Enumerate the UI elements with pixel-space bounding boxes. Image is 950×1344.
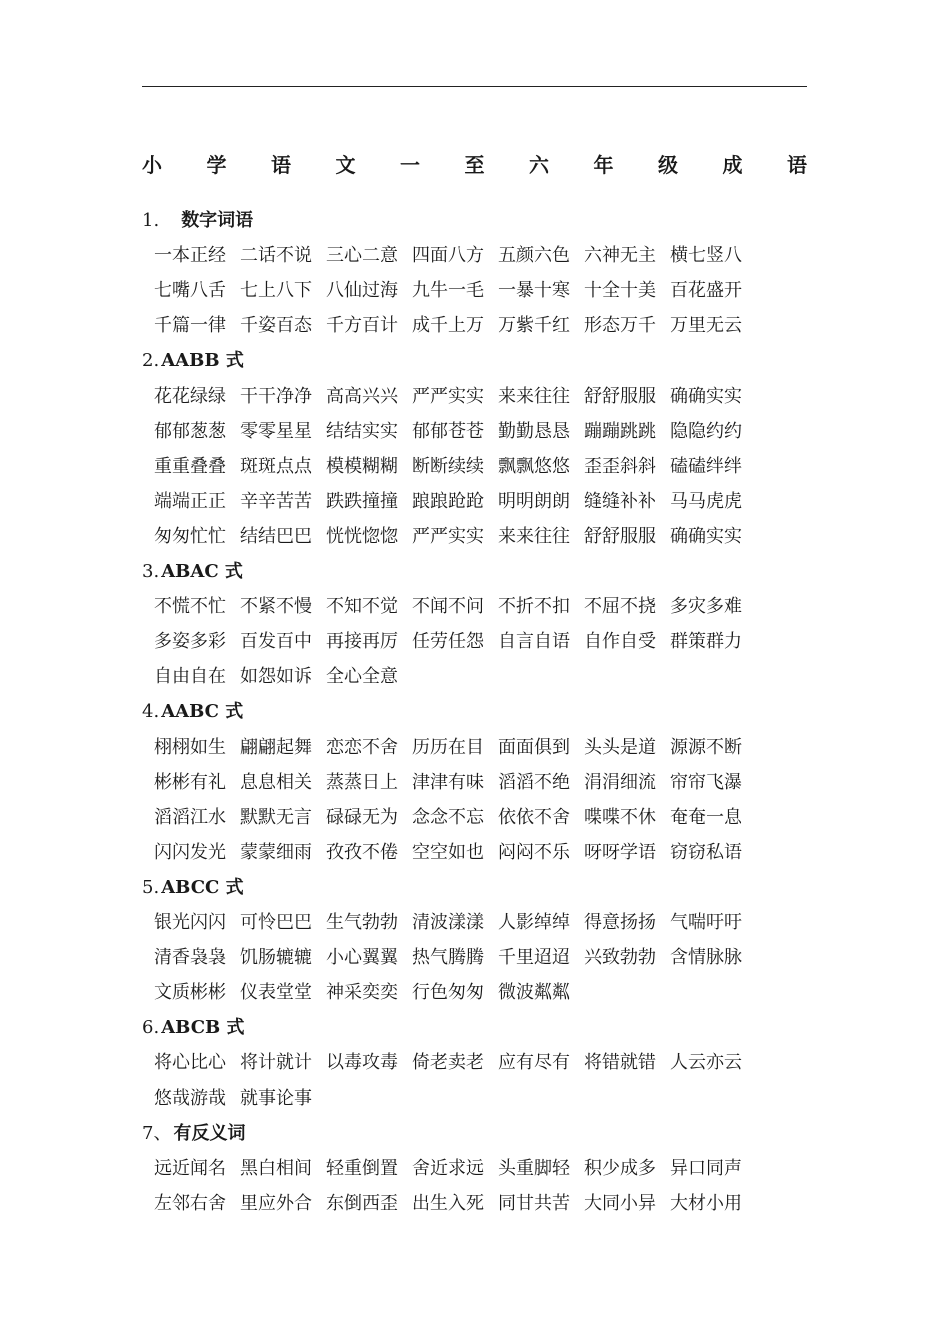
idiom: 津津有味 [412,771,484,793]
idiom: 头重脚轻 [498,1157,570,1179]
header-rule [142,86,807,87]
idiom: 模模糊糊 [326,455,398,477]
idiom: 神采奕奕 [326,982,398,1004]
idiom: 结结巴巴 [240,525,312,547]
idiom: 郁郁苍苍 [412,420,484,442]
idiom: 郁郁葱葱 [154,420,226,442]
title-char: 成 [722,152,743,177]
idiom-row [154,805,794,831]
idiom-row [154,840,794,866]
section-label: 有反义词 [173,1122,246,1144]
section-heading [142,348,244,374]
idiom: 严严实实 [412,525,484,547]
idiom: 自作自受 [584,631,656,653]
idiom: 十全十美 [584,280,656,302]
title-char: 学 [206,152,227,177]
idiom: 将心比心 [154,1052,226,1074]
idiom: 勤勤恳恳 [498,420,570,442]
section-number: 5. [142,876,160,898]
idiom: 黑白相间 [240,1157,312,1179]
idiom: 以毒攻毒 [326,1052,398,1074]
idiom: 百发百中 [240,631,312,653]
idiom: 大材小用 [670,1192,742,1214]
idiom: 轻重倒置 [326,1157,398,1179]
idiom: 四面八方 [412,245,484,267]
idiom: 将计就计 [240,1052,312,1074]
idiom: 生气勃勃 [326,912,398,933]
section-number: 7、 [142,1122,172,1144]
idiom: 端端正正 [154,490,226,512]
idiom: 不紧不慢 [240,596,312,618]
idiom: 五颜六色 [498,245,570,267]
title-char: 年 [593,152,614,177]
idiom: 舒舒服服 [584,525,656,547]
idiom: 悠哉游哉 [154,1087,226,1109]
idiom: 蒙蒙细雨 [240,841,312,863]
idiom: 大同小异 [584,1192,656,1214]
idiom-row [154,454,794,480]
idiom: 三心二意 [326,245,398,267]
idiom: 同甘共苦 [498,1192,570,1214]
idiom-row [154,243,794,269]
idiom-row [154,910,794,936]
idiom: 九牛一毛 [412,280,484,302]
idiom: 银光闪闪 [154,912,226,933]
idiom: 人影绰绰 [498,912,570,933]
idiom-row [154,594,794,620]
page-title [142,146,807,180]
idiom: 不知不觉 [326,596,398,618]
idiom: 横七竖八 [670,245,742,267]
idiom-row [154,419,794,445]
idiom: 气喘吁吁 [670,912,742,933]
idiom: 可怜巴巴 [240,912,312,933]
idiom: 就事论事 [240,1087,312,1109]
idiom: 文质彬彬 [154,982,226,1004]
idiom: 成千上万 [412,315,484,337]
idiom: 不慌不忙 [154,596,226,618]
idiom: 依依不舍 [498,806,570,828]
section-heading [142,1121,245,1147]
idiom: 百花盛开 [670,280,742,302]
section-label: ABCB 式 [161,1017,245,1039]
idiom: 二话不说 [240,245,312,267]
idiom: 碌碌无为 [326,806,398,828]
idiom: 闷闷不乐 [498,841,570,863]
idiom: 源源不断 [670,736,742,758]
idiom-row [154,629,794,655]
title-char: 语 [271,152,291,177]
section-label: ABCC 式 [161,876,244,898]
section-label: AABB 式 [161,350,244,372]
idiom-row [154,1086,794,1112]
idiom-row [154,489,794,515]
idiom: 东倒西歪 [326,1192,398,1214]
title-char: 一 [400,152,420,177]
title-char: 小 [142,152,162,177]
idiom: 行色匆匆 [412,982,484,1004]
idiom: 空空如也 [412,841,484,863]
idiom: 微波粼粼 [498,982,570,1004]
idiom: 自言自语 [498,631,570,653]
idiom: 小心翼翼 [326,947,398,969]
idiom-row [154,770,794,796]
title-char: 级 [658,152,678,177]
idiom: 清香袅袅 [154,947,226,969]
section-label: 数字词语 [181,210,254,231]
idiom: 七上八下 [240,280,312,302]
idiom: 一本正经 [154,245,226,267]
section-number: 3. [142,561,160,582]
idiom-row [154,313,794,339]
idiom: 干干净净 [240,385,312,407]
idiom: 息息相关 [240,771,312,793]
idiom: 千里迢迢 [498,947,570,969]
idiom: 多灾多难 [670,596,742,618]
idiom: 千方百计 [326,315,398,337]
idiom: 滔滔江水 [154,806,226,828]
idiom: 积少成多 [584,1157,656,1179]
idiom: 结结实实 [326,420,398,442]
idiom: 饥肠辘辘 [240,947,312,969]
idiom: 舒舒服服 [584,385,656,407]
section-label: AABC 式 [161,701,244,723]
idiom: 一暴十寒 [498,280,570,302]
idiom: 出生入死 [412,1192,484,1214]
idiom: 来来往往 [498,525,570,547]
idiom: 恋恋不舍 [326,736,398,758]
idiom: 斑斑点点 [240,455,312,477]
idiom-row [154,735,794,761]
idiom: 得意扬扬 [584,912,656,933]
idiom: 严严实实 [412,385,484,407]
idiom: 花花绿绿 [154,385,226,407]
idiom: 多姿多彩 [154,631,226,653]
idiom-row [154,1191,794,1217]
idiom-row [154,980,794,1006]
idiom: 舍近求远 [412,1157,484,1179]
idiom: 不屈不挠 [584,596,656,618]
section-heading [142,559,243,585]
section-number: 6. [142,1017,160,1039]
idiom: 歪歪斜斜 [584,455,656,477]
idiom: 万紫千红 [498,315,570,337]
idiom: 将错就错 [584,1052,656,1074]
idiom: 六神无主 [584,245,656,267]
idiom: 倚老卖老 [412,1052,484,1074]
idiom: 仪表堂堂 [240,982,312,1004]
idiom: 跌跌撞撞 [326,490,398,512]
idiom: 辛辛苦苦 [240,490,312,512]
idiom-row [154,278,794,304]
idiom: 兴致勃勃 [584,947,656,969]
idiom-row [154,524,794,550]
idiom: 自由自在 [154,666,226,688]
idiom: 蹦蹦跳跳 [584,420,656,442]
idiom: 人云亦云 [670,1052,742,1074]
idiom: 万里无云 [670,315,742,337]
idiom: 呀呀学语 [584,841,656,863]
section-number: 4. [142,701,160,723]
title-char: 六 [529,152,549,177]
idiom: 左邻右舍 [154,1192,226,1214]
idiom: 断断续续 [412,455,484,477]
idiom: 默默无言 [240,806,312,828]
idiom: 应有尽有 [498,1052,570,1074]
section-heading [142,699,243,725]
idiom: 热气腾腾 [412,947,484,969]
idiom: 全心全意 [326,666,398,688]
idiom: 任劳任怨 [412,631,484,653]
title-char: 至 [464,152,485,177]
idiom: 明明朗朗 [498,490,570,512]
idiom: 滔滔不绝 [498,771,570,793]
idiom: 飘飘悠悠 [498,455,570,477]
idiom: 匆匆忙忙 [154,525,226,547]
idiom: 不闻不问 [412,596,484,618]
idiom-row [154,384,794,410]
section-label: ABAC 式 [161,561,243,582]
idiom: 重重叠叠 [154,455,226,477]
idiom: 面面俱到 [498,736,570,758]
idiom: 缝缝补补 [584,490,656,512]
section-heading [142,208,253,234]
idiom: 确确实实 [670,525,742,547]
section-number: 2. [142,350,160,372]
idiom: 确确实实 [670,385,742,407]
idiom-row [154,945,794,971]
idiom: 涓涓细流 [584,771,656,793]
idiom: 闪闪发光 [154,841,226,863]
idiom: 来来往往 [498,385,570,407]
title-char: 语 [787,152,807,177]
section-heading [142,875,244,901]
idiom: 不折不扣 [498,596,570,618]
idiom: 奄奄一息 [670,806,742,828]
idiom: 高高兴兴 [326,385,398,407]
idiom: 翩翩起舞 [240,736,312,758]
idiom: 含情脉脉 [670,947,742,969]
idiom: 马马虎虎 [670,490,742,512]
idiom: 异口同声 [670,1157,742,1179]
idiom-row [154,664,794,690]
idiom: 蒸蒸日上 [326,771,398,793]
idiom: 远近闻名 [154,1157,226,1179]
idiom: 喋喋不休 [584,806,656,828]
idiom: 踉踉跄跄 [412,490,484,512]
section-number: 1. [142,210,160,231]
idiom-row [154,1156,794,1182]
idiom: 彬彬有礼 [154,771,226,793]
title-char: 文 [335,152,356,177]
idiom: 再接再厉 [326,631,398,653]
idiom: 群策群力 [670,631,742,653]
idiom: 隐隐约约 [670,420,742,442]
idiom: 帘帘飞瀑 [670,771,742,793]
idiom: 千篇一律 [154,315,226,337]
idiom: 恍恍惚惚 [326,525,398,547]
idiom: 历历在目 [412,736,484,758]
idiom: 如怨如诉 [240,666,312,688]
idiom: 孜孜不倦 [326,841,398,863]
idiom: 栩栩如生 [154,736,226,758]
idiom: 念念不忘 [412,806,484,828]
idiom: 零零星星 [240,420,312,442]
idiom: 头头是道 [584,736,656,758]
idiom: 窃窃私语 [670,841,742,863]
idiom: 形态万千 [584,315,656,337]
idiom-row [154,1050,794,1076]
idiom: 七嘴八舌 [154,280,226,302]
idiom: 磕磕绊绊 [670,455,742,477]
idiom: 千姿百态 [240,315,312,337]
idiom: 八仙过海 [326,280,398,302]
idiom: 清波漾漾 [412,912,484,933]
section-heading [142,1015,245,1041]
idiom: 里应外合 [240,1192,312,1214]
